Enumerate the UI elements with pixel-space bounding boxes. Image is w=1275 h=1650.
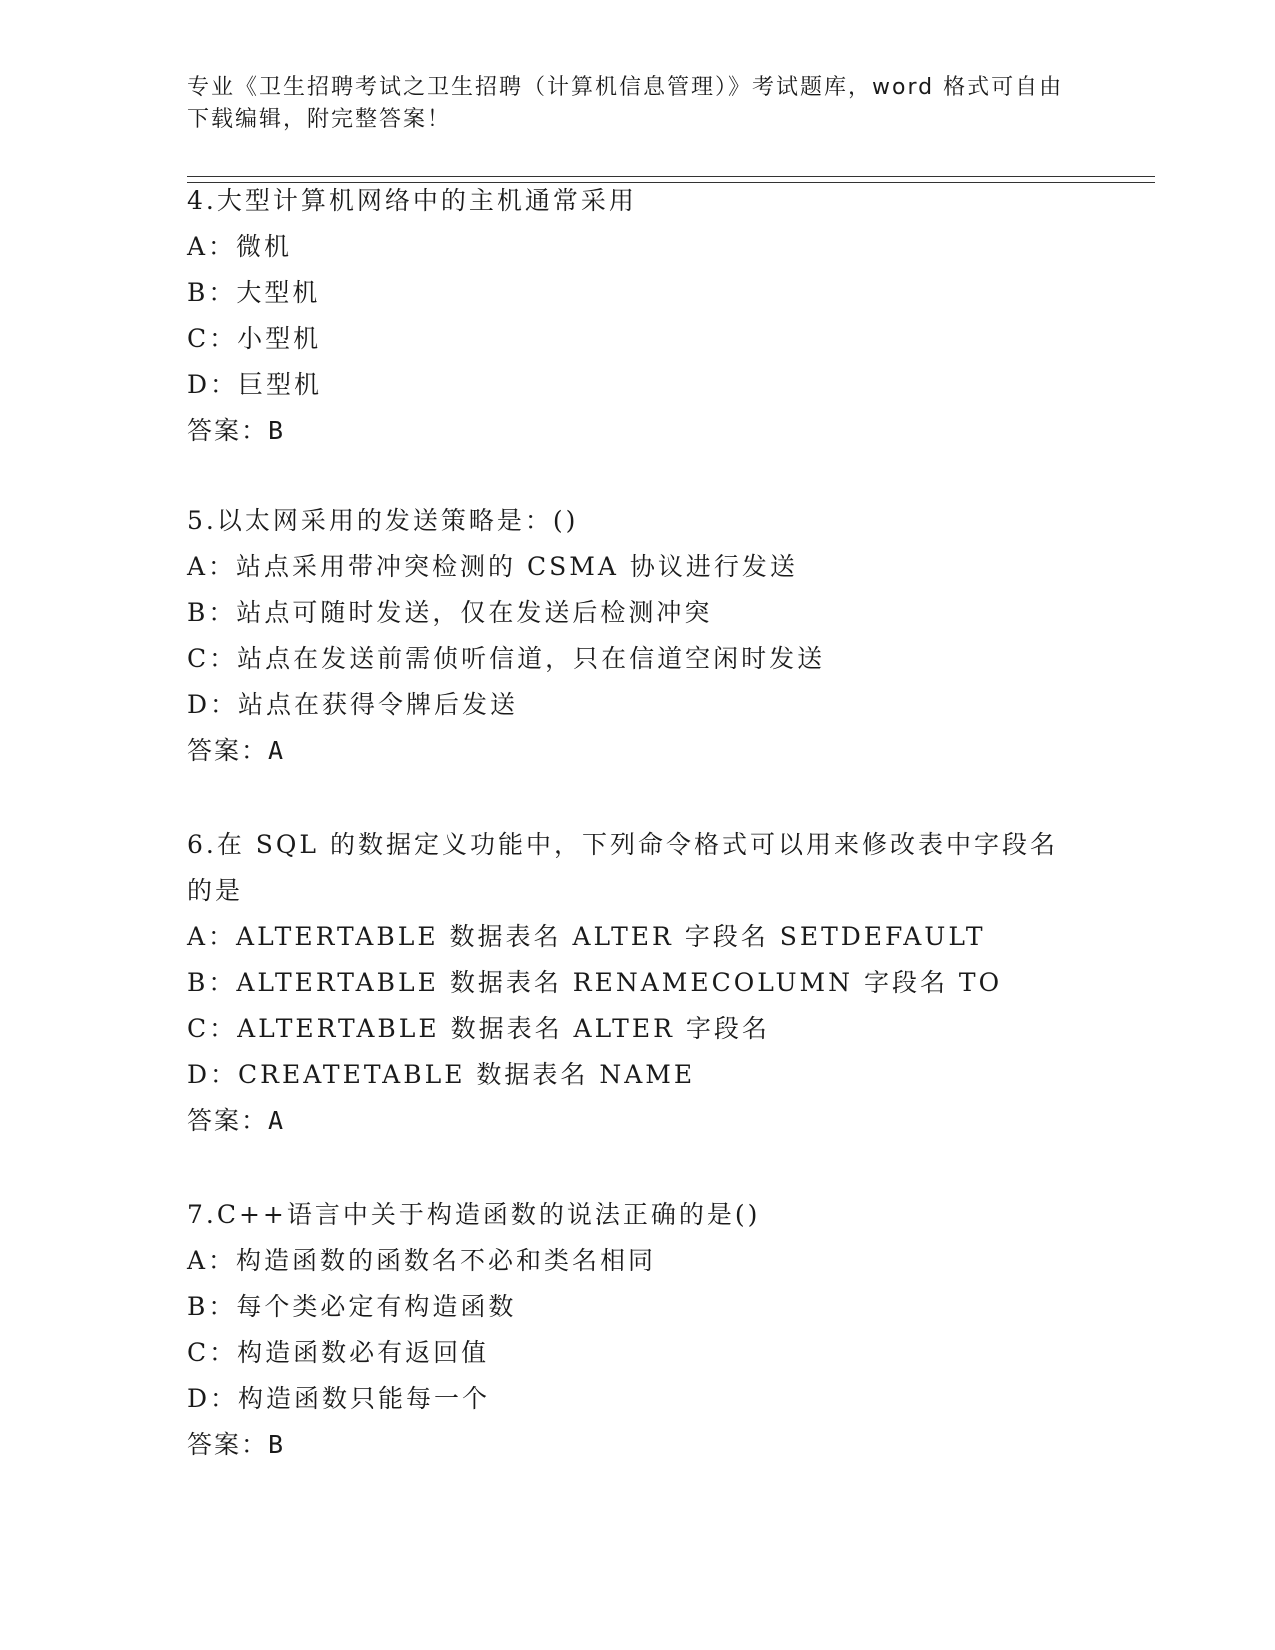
question-stem: 5.以太网采用的发送策略是：() bbox=[187, 506, 579, 535]
question-6 bbox=[187, 822, 1087, 1144]
option-d: D：站点在获得令牌后发送 bbox=[187, 690, 519, 719]
answer-label: 答案： bbox=[187, 736, 269, 765]
answer-value: B bbox=[268, 1430, 286, 1459]
document-header: 专业《卫生招聘考试之卫生招聘（计算机信息管理）》考试题库，word 格式可自由下载编辑，附完整答案！ bbox=[187, 75, 1064, 132]
question-stem: 6.在 SQL 的数据定义功能中，下列命令格式可以用来修改表中字段名的是 bbox=[187, 830, 1058, 905]
option-c: C：站点在发送前需侦听信道，只在信道空闲时发送 bbox=[187, 644, 826, 673]
question-7 bbox=[187, 1192, 1087, 1468]
option-b: B：每个类必定有构造函数 bbox=[187, 1292, 517, 1321]
answer-label: 答案： bbox=[187, 1106, 269, 1135]
question-stem: 7.C++语言中关于构造函数的说法正确的是() bbox=[187, 1200, 761, 1229]
option-a: A：构造函数的函数名不必和类名相同 bbox=[187, 1246, 657, 1275]
option-c: C：小型机 bbox=[187, 324, 322, 353]
option-b: B：站点可随时发送，仅在发送后检测冲突 bbox=[187, 598, 713, 627]
question-4 bbox=[187, 178, 1087, 454]
option-d: D：巨型机 bbox=[187, 370, 323, 399]
option-a: A：微机 bbox=[187, 232, 293, 261]
answer-line bbox=[187, 1098, 1087, 1144]
answer-line bbox=[187, 1422, 1087, 1468]
answer-label: 答案： bbox=[187, 1430, 269, 1459]
header-divider-top bbox=[187, 176, 1155, 177]
option-b: B：大型机 bbox=[187, 278, 321, 307]
option-d: D：CREATETABLE 数据表名 NAME bbox=[187, 1060, 696, 1089]
answer-value: A bbox=[268, 1106, 286, 1135]
option-b: B：ALTERTABLE 数据表名 RENAMECOLUMN 字段名 TO bbox=[187, 968, 1003, 997]
option-c: C：构造函数必有返回值 bbox=[187, 1338, 490, 1367]
question-stem: 4.大型计算机网络中的主机通常采用 bbox=[187, 186, 637, 215]
option-c: C：ALTERTABLE 数据表名 ALTER 字段名 bbox=[187, 1014, 770, 1043]
option-a: A：ALTERTABLE 数据表名 ALTER 字段名 SETDEFAULT bbox=[187, 922, 986, 951]
answer-value: B bbox=[268, 416, 286, 445]
question-5 bbox=[187, 498, 1087, 774]
answer-line bbox=[187, 408, 1087, 454]
option-a: A：站点采用带冲突检测的 CSMA 协议进行发送 bbox=[187, 552, 798, 581]
answer-line bbox=[187, 728, 1087, 774]
answer-value: A bbox=[268, 736, 286, 765]
option-d: D：构造函数只能每一个 bbox=[187, 1384, 491, 1413]
answer-label: 答案： bbox=[187, 416, 269, 445]
